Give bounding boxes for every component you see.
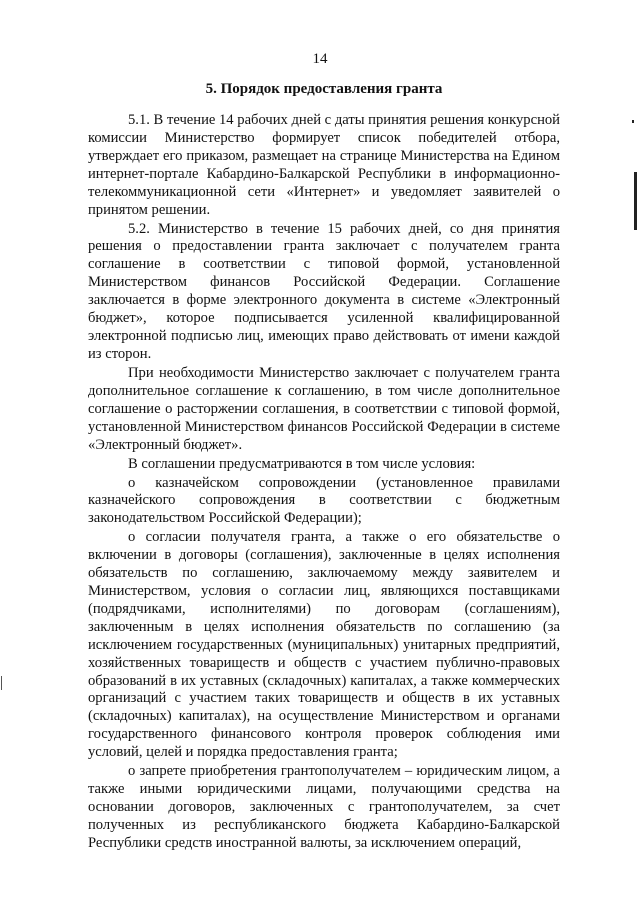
paragraph-additional-agreement: При необходимости Министерство заключает с получателем гранта дополнительное соглашение к соглашению, в том числе дополнительное соглашение о расторжении соглашения, в соответствии с типовой формой, установленной Министерством финансов Российской Федерации в системе «Электронный бюджет». bbox=[88, 364, 560, 453]
section-title: 5. Порядок предоставления гранта bbox=[205, 81, 443, 97]
paragraph-5-1: 5.1. В течение 14 рабочих дней с даты принятия решения конкурсной комиссии Министерство формирует список победителей отбора, утверждает его приказом, размещает на странице Министерства на Едином интернет-портале Кабардино-Балкарской Республики в информационно-телекоммуникационной сети «Интернет» и уведомляет заявителей о принятом решении. bbox=[88, 112, 560, 218]
scan-artifact-bar bbox=[634, 172, 637, 230]
condition-currency-ban: о запрете приобретения грантополучателем – юридическим лицом, а также иными юридическими лицами, получающими средства на основании договоров, заключенных с грантополучателем, за счет полученных из республиканского бюджета Кабардино-Балкарской Республики средств иностранной валюты, за исключением операций, bbox=[88, 763, 560, 851]
scan-artifact-mark bbox=[632, 120, 634, 123]
paragraph-5-2: 5.2. Министерство в течение 15 рабочих дней, со дня принятия решения о предоставлении гранта заключает с получателем гранта соглашение в соответствии с типовой формой, установленной Министерством финансов Российской Федерации. Соглашение заключается в форме электронного документа в системе «Электронный бюджет», которое подписывается усиленной квалифицированной электронной подписью лиц, имеющих право действовать от имени каждой из сторон. bbox=[88, 220, 560, 362]
condition-consent-audit: о согласии получателя гранта, а также о его обязательстве о включении в договоры (соглашения), заключенные в целях исполнения обязательств по соглашению, заключаемому между заявителем и Министерством, условия о согласии лиц, являющихся поставщиками (подрядчиками, исполнителями) по договорам (соглашениям), заключенным в целях исполнения обязательств по соглашению (за исключением государственных (муниципальных) унитарных предприятий, хозяйственных товариществ и обществ с участием публично-правовых образований в их уставных (складочных) капиталах, а также коммерческих организаций с участием таких товариществ и обществ в их уставных (складочных) капиталах), на осуществление Министерством и органами государственного финансового контроля проверок соблюдения ими условий, целей и порядка предоставления гранта; bbox=[88, 529, 560, 761]
page-number: 14 bbox=[312, 51, 328, 67]
paragraph-conditions-intro: В соглашении предусматриваются в том числе условия: bbox=[128, 455, 476, 472]
document-body bbox=[88, 112, 560, 854]
condition-treasury-support: о казначейском сопровождении (установленное правилами казначейского сопровождения в соответствии с бюджетным законодательством Российской Федерации); bbox=[88, 474, 560, 527]
scan-artifact-line bbox=[1, 676, 2, 690]
